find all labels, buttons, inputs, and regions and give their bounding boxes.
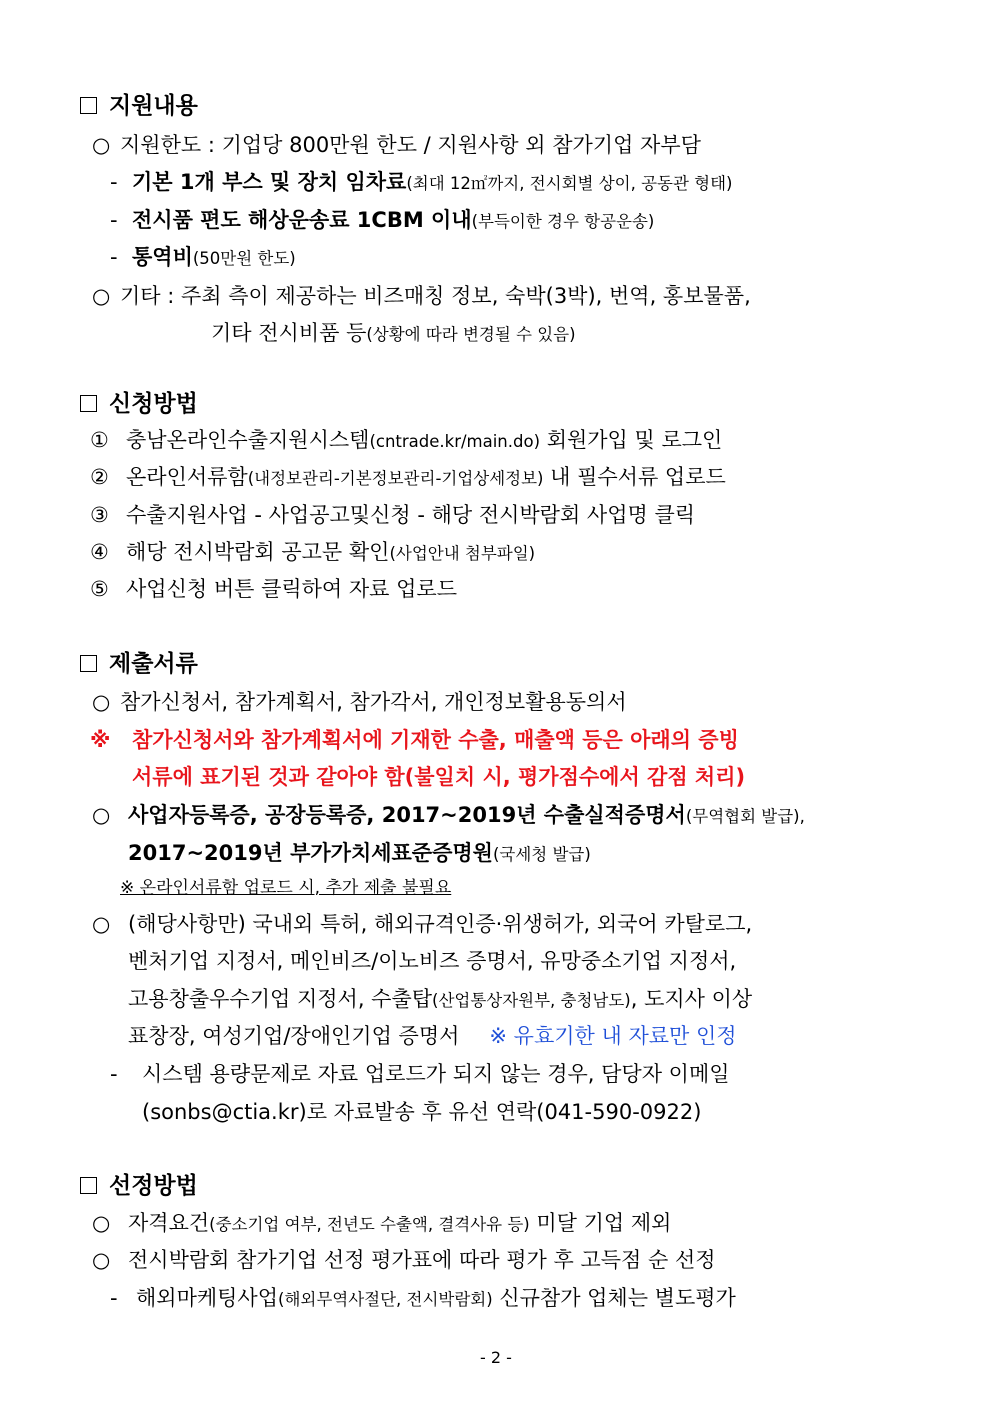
- support-limit: ○ 지원한도 : 기업당 800만원 한도 / 지원사항 외 참가기업 자부담: [92, 133, 701, 157]
- select-requirements: ○ 자격요건(중소기업 여부, 전년도 수출액, 결격사유 등) 미달 기업 제외: [92, 1211, 672, 1235]
- section-heading-select: 선정방법: [80, 1170, 198, 1202]
- checkbox-square-icon: [80, 1177, 97, 1194]
- apply-step-2: ② 온라인서류함(내정보관리-기본정보관리-기업상세정보) 내 필수서류 업로드: [90, 465, 726, 489]
- section-heading-docs: 제출서류: [80, 648, 198, 680]
- section-heading-support: 지원내용: [80, 90, 198, 122]
- support-shipping: - 전시품 편도 해상운송료 1CBM 이내(부득이한 경우 항공운송): [110, 208, 655, 232]
- docs-online-note: ※ 온라인서류함 업로드 시, 추가 제출 불필요: [120, 878, 452, 898]
- select-evaluation: ○ 전시박람회 참가기업 선정 평가표에 따라 평가 후 고득점 순 선정: [92, 1248, 716, 1272]
- support-other-cont: 기타 전시비품 등(상황에 따라 변경될 수 있음): [211, 321, 576, 345]
- support-booth: - 기본 1개 부스 및 장치 임차료(최대 12㎡까지, 전시회별 상이, 공동관 형태): [110, 170, 733, 194]
- docs-certificates-cont: 2017~2019년 부가가치세표준증명원(국세청 발급): [128, 841, 591, 865]
- docs-forms: ○ 참가신청서, 참가계획서, 참가각서, 개인정보활용동의서: [92, 690, 627, 714]
- apply-step-3: ③ 수출지원사업 - 사업공고및신청 - 해당 전시박람회 사업명 클릭: [90, 503, 696, 527]
- select-new-participants: - 해외마케팅사업(해외무역사절단, 전시박람회) 신규참가 업체는 별도평가: [110, 1286, 736, 1310]
- page-number: - 2 -: [480, 1348, 512, 1367]
- docs-optional-cont-2: 고용창출우수기업 지정서, 수출탑(산업통상자원부, 충청남도), 도지사 이상: [128, 987, 753, 1011]
- checkbox-square-icon: [80, 97, 97, 114]
- docs-certificates: ○ 사업자등록증, 공장등록증, 2017~2019년 수출실적증명서(무역협회 발급),: [92, 803, 805, 827]
- docs-optional-cont-3: 표창장, 여성기업/장애인기업 증명서 ※ 유효기한 내 자료만 인정: [128, 1024, 737, 1048]
- docs-optional-cont-1: 벤처기업 지정서, 메인비즈/이노비즈 증명서, 유망중소기업 지정서,: [128, 949, 737, 973]
- support-interpretation: - 통역비(50만원 한도): [110, 245, 296, 269]
- apply-step-1: ① 충남온라인수출지원시스템(cntrade.kr/main.do) 회원가입 및 로그인: [90, 428, 723, 452]
- checkbox-square-icon: [80, 395, 97, 412]
- apply-step-4: ④ 해당 전시박람회 공고문 확인(사업안내 첨부파일): [90, 540, 536, 564]
- docs-optional: ○ (해당사항만) 국내외 특허, 해외규격인증·위생허가, 외국어 카탈로그,: [92, 912, 753, 936]
- valid-period-note: ※ 유효기한 내 자료만 인정: [489, 1024, 737, 1048]
- section-heading-apply: 신청방법: [80, 388, 198, 420]
- apply-step-5: ⑤ 사업신청 버튼 클릭하여 자료 업로드: [90, 577, 457, 601]
- docs-warning: ※ 참가신청서와 참가계획서에 기재한 수출, 매출액 등은 아래의 증빙: [90, 728, 739, 752]
- checkbox-square-icon: [80, 655, 97, 672]
- docs-email-cont: (sonbs@ctia.kr)로 자료발송 후 유선 연락(041-590-0922): [142, 1100, 702, 1124]
- support-other: ○ 기타 : 주최 측이 제공하는 비즈매칭 정보, 숙박(3박), 번역, 홍보물품,: [92, 284, 751, 308]
- docs-email-note: - 시스템 용량문제로 자료 업로드가 되지 않는 경우, 담당자 이메일: [110, 1062, 730, 1086]
- docs-warning-cont: 서류에 표기된 것과 같아야 함(불일치 시, 평가점수에서 감점 처리): [132, 765, 746, 789]
